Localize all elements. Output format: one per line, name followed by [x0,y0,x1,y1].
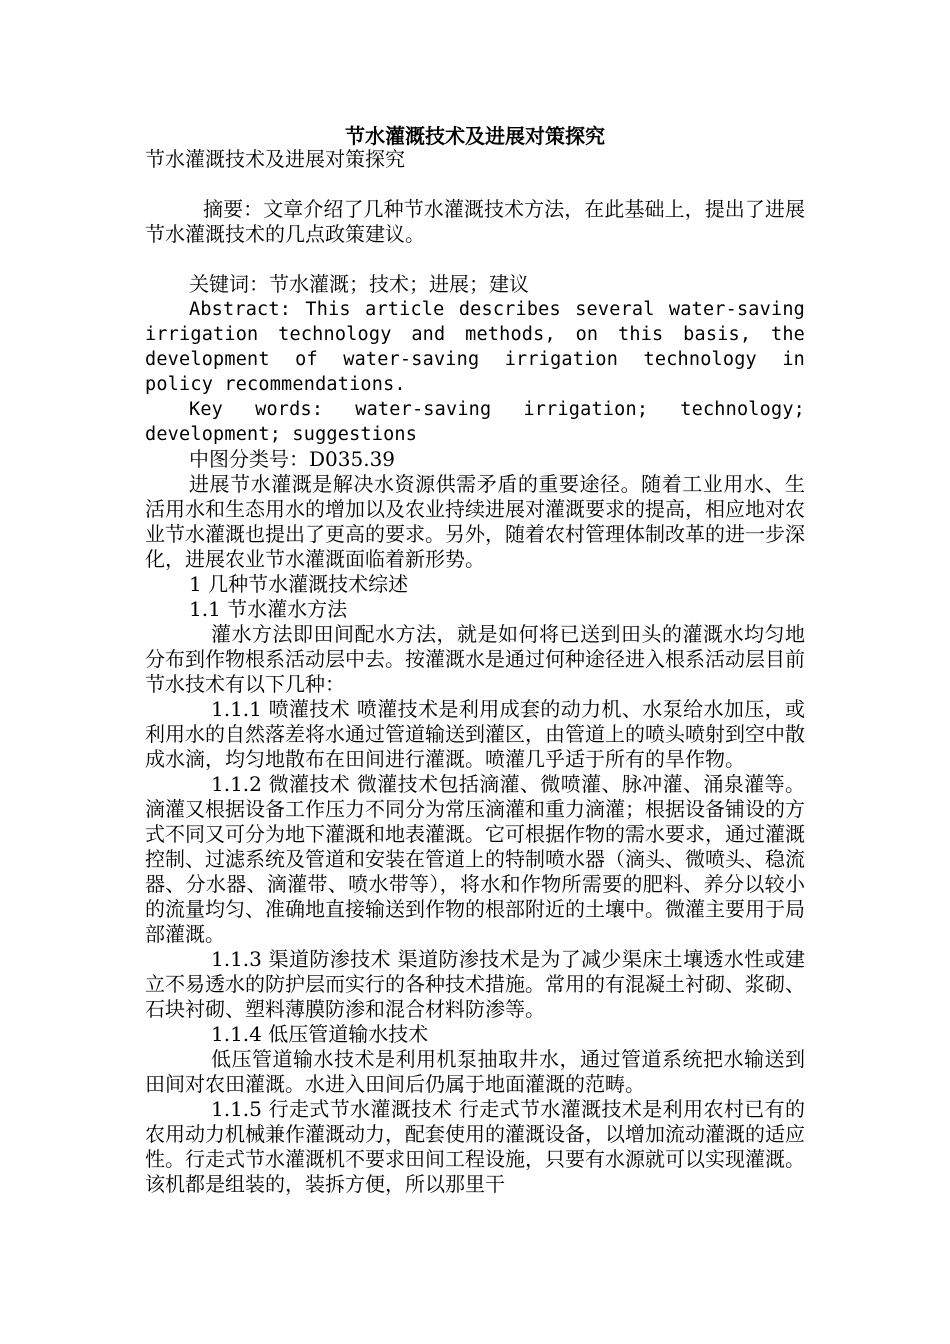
paragraph-1-1: 灌水方法即田间配水方法，就是如何将已送到田头的灌溉水均匀地分布到作物根系活动层中去。按灌溉水是通过何种途径进入根系活动层目前节水技术有以下几种： [145,622,805,696]
section-heading-1: 1 几种节水灌溉技术综述 [189,572,409,596]
keywords-en: Key words: water-saving irrigation; technology; development; suggestions [145,399,805,445]
document-body [145,147,805,1197]
intro-paragraph: 进展节水灌溉是解决水资源供需矛盾的重要途径。随着工业用水、生活用水和生态用水的增加以及农业持续进展对灌溉要求的提高，相应地对农业节水灌溉也提出了更高的要求。另外，随着农村管理体制改革的进一步深化，进展农业节水灌溉面临着新形势。 [145,472,805,571]
paragraph-1-1-3: 1.1.3 渠道防渗技术 渠道防渗技术是为了减少渠床土壤透水性或建立不易透水的防护层而实行的各种技术措施。常用的有混凝土衬砌、浆砌、石块衬砌、塑料薄膜防渗和混合材料防渗等。 [145,947,805,1021]
section-heading-1-1-4: 1.1.4 低压管道输水技术 [211,1022,429,1046]
section-heading-1-1: 1.1 节水灌水方法 [189,597,348,621]
document-title: 节水灌溉技术及进展对策探究 [345,124,605,148]
abstract-cn: 摘要：文章介绍了几种节水灌溉技术方法，在此基础上，提出了进展节水灌溉技术的几点政策建议。 [145,197,805,246]
paragraph-1-1-4: 低压管道输水技术是利用机泵抽取井水，通过管道系统把水输送到田间对农田灌溉。水进入田间后仍属于地面灌溉的范畴。 [145,1047,805,1096]
document-subtitle: 节水灌溉技术及进展对策探究 [145,147,405,171]
abstract-en: Abstract: This article describes several water-saving irrigation technology and methods, on this basis, the development of water-saving irrigation technology in policy recommendations. [145,299,805,395]
spacer [145,172,805,197]
spacer [145,247,805,272]
keywords-cn: 关键词：节水灌溉；技术；进展；建议 [189,272,529,296]
paragraph-1-1-5: 1.1.5 行走式节水灌溉技术 行走式节水灌溉技术是利用农村已有的农用动力机械兼作灌溉动力，配套使用的灌溉设备，以增加流动灌溉的适应性。行走式节水灌溉机不要求田间工程设施，只要有水源就可以实现灌溉。该机都是组装的，装拆方便，所以那里干 [145,1097,805,1196]
classification-number: 中图分类号：D035.39 [189,447,396,471]
paragraph-1-1-1: 1.1.1 喷灌技术 喷灌技术是利用成套的动力机、水泵给水加压，或利用水的自然落差将水通过管道输送到灌区，由管道上的喷头喷射到空中散成水滴，均匀地散布在田间进行灌溉。喷灌几乎适于所有的旱作物。 [145,697,805,771]
paragraph-1-1-2: 1.1.2 微灌技术 微灌技术包括滴灌、微喷灌、脉冲灌、涌泉灌等。滴灌又根据设备工作压力不同分为常压滴灌和重力滴灌；根据设备铺设的方式不同又可分为地下灌溉和地表灌溉。它可根据作物的需水要求，通过灌溉控制、过滤系统及管道和安装在管道上的特制喷水器（滴头、微喷头、稳流器、分水器、滴灌带、喷水带等），将水和作物所需要的肥料、养分以较小的流量均匀、准确地直接输送到作物的根部附近的土壤中。微灌主要用于局部灌溉。 [145,772,805,946]
